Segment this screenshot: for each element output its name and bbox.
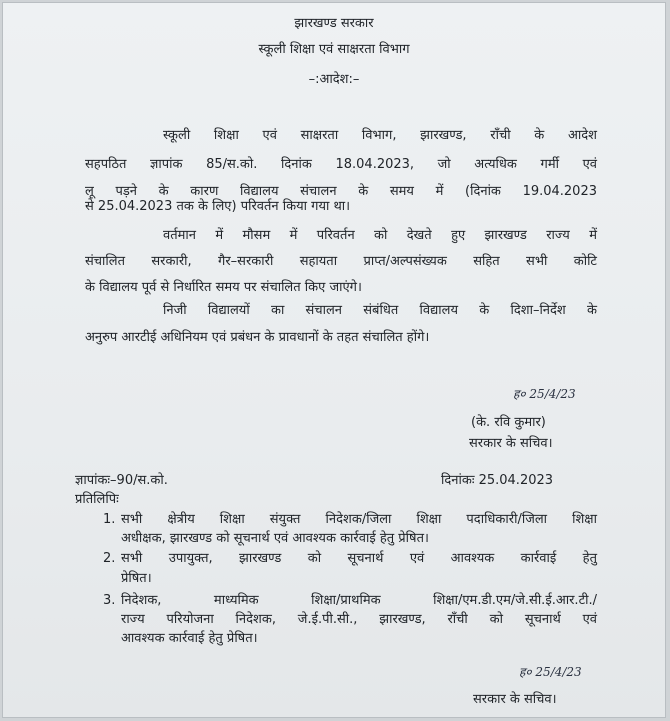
document-page bbox=[2, 2, 666, 718]
handwritten-signature-2: ह० 25/4/23 bbox=[519, 665, 582, 679]
list-item-line: अधीक्षक, झारखण्ड को सूचनार्थ एवं आवश्यक कार्रवाई हेतु प्रेषित। bbox=[121, 531, 429, 546]
para3-line1: निजी विद्यालयों का संचालन संबंधित विद्यालय के दिशा–निर्देश के bbox=[163, 303, 597, 318]
signatory-name: (के. रवि कुमार) bbox=[471, 415, 546, 430]
para2-line3: के विद्यालय पूर्व से निर्धारित समय पर संचालित किए जाएंगे। bbox=[85, 280, 362, 295]
list-item-line: सभी क्षेत्रीय शिक्षा संयुक्त निदेशक/जिला शिक्षा पदाधिकारी/जिला शिक्षा bbox=[121, 512, 597, 527]
memo-number: ज्ञापांकः–90/स.को. bbox=[75, 473, 168, 488]
list-item-line: प्रेषित। bbox=[121, 571, 152, 586]
para1-line4: से 25.04.2023 तक के लिए) परिवर्तन किया गया था। bbox=[85, 199, 351, 214]
department-heading: स्कूली शिक्षा एवं साक्षरता विभाग bbox=[258, 42, 410, 57]
list-item-number: 3. bbox=[103, 593, 116, 608]
copy-label: प्रतिलिपिः bbox=[75, 492, 119, 507]
list-item-line: निदेशक, माध्यमिक शिक्षा/प्राथमिक शिक्षा/एम.डी.एम/जे.सी.ई.आर.टी./ bbox=[121, 593, 597, 608]
para1-line3: लू पड़ने के कारण विद्यालय संचालन के समय में (दिनांक 19.04.2023 bbox=[85, 184, 597, 199]
list-item-number: 1. bbox=[103, 512, 116, 527]
memo-date: दिनांकः 25.04.2023 bbox=[441, 473, 554, 488]
list-item-line: राज्य परियोजना निदेशक, जे.ई.पी.सी., झारखण्ड, राँची को सूचनार्थ एवं bbox=[121, 612, 597, 627]
para1-line2: सहपठित ज्ञापांक 85/स.को. दिनांक 18.04.2023, जो अत्यधिक गर्मी एवं bbox=[85, 157, 597, 172]
handwritten-signature: ह० 25/4/23 bbox=[513, 387, 576, 401]
list-item-line: सभी उपायुक्त, झारखण्ड को सूचनार्थ एवं आवश्यक कार्रवाई हेतु bbox=[121, 551, 597, 566]
para3-line2: अनुरुप आरटीई अधिनियम एवं प्रबंधन के प्रावधानों के तहत संचालित होंगे। bbox=[85, 330, 430, 345]
para2-line2: संचालित सरकारी, गैर–सरकारी सहायता प्राप्त/अल्पसंख्यक सहित सभी कोटि bbox=[85, 254, 597, 269]
signatory-designation-2: सरकार के सचिव। bbox=[473, 692, 557, 707]
order-title: –:आदेश:– bbox=[308, 72, 360, 87]
para2-line1: वर्तमान में मौसम में परिवर्तन को देखते हुए झारखण्ड राज्य में bbox=[163, 228, 597, 243]
government-heading: झारखण्ड सरकार bbox=[294, 16, 374, 31]
signatory-designation: सरकार के सचिव। bbox=[469, 436, 553, 451]
list-item-line: आवश्यक कार्रवाई हेतु प्रेषित। bbox=[121, 631, 258, 646]
para1-line1: स्कूली शिक्षा एवं साक्षरता विभाग, झारखण्ड, राँची के आदेश bbox=[163, 128, 597, 143]
list-item-number: 2. bbox=[103, 551, 116, 566]
